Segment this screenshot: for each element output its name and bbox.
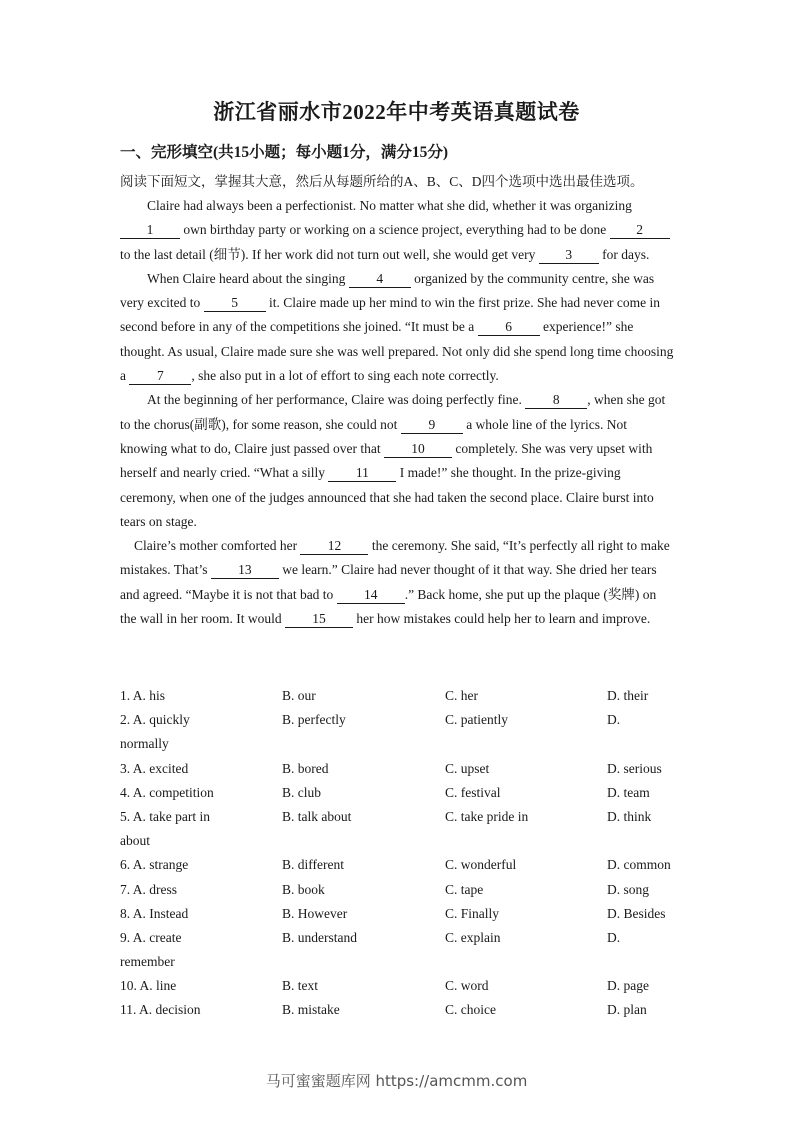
option-c: C. choice [445, 1002, 496, 1018]
option-b: B. different [282, 857, 344, 873]
passage-text: , when she got to the chorus(副歌), for some reason, she could not [120, 392, 666, 432]
question-row [120, 998, 676, 1022]
passage-text: it. Claire made up her mind to win the first prize. She had never come in second before in any of the competitions she joined. “It must be a [120, 295, 660, 335]
answer-options [120, 684, 676, 1023]
option-a: 5. A. take part in [120, 808, 210, 824]
option-a: 1. A. his [120, 688, 166, 703]
blank-4: 4 [349, 270, 411, 288]
option-b: B. text [282, 978, 318, 994]
option-b: B. book [282, 881, 325, 897]
passage-text: her how mistakes could help her to learn and improve. [352, 611, 651, 627]
option-a: 11. A. decision [120, 1002, 201, 1018]
cloze-passage [120, 194, 676, 631]
option-d: D. think [607, 808, 652, 824]
option-a: 2. A. quickly [120, 712, 190, 728]
option-b: B. However [282, 905, 348, 921]
option-a: 6. A. strange [120, 857, 189, 873]
option-c: C. patiently [445, 712, 508, 728]
passage-text: At the beginning of her performance, Claire was doing perfectly fine. [147, 392, 526, 408]
option-a: 4. A. competition [120, 784, 214, 800]
option-d: D. their [607, 688, 649, 703]
blank-12: 12 [300, 537, 368, 555]
option-d: D. Besides [607, 905, 666, 921]
option-b: B. understand [282, 929, 357, 945]
option-a: 3. A. excited [120, 760, 189, 776]
option-a: 9. A. create [120, 929, 182, 945]
blank-13: 13 [211, 561, 279, 579]
question-row [120, 902, 676, 926]
option-d: D. page [607, 978, 649, 994]
passage-text: When Claire heard about the singing [147, 270, 349, 286]
question-row [120, 781, 676, 805]
option-c: C. tape [445, 881, 484, 897]
section-heading: 一、完形填空(共15小题；每小题1分，满分15分) [120, 144, 449, 161]
blank-2: 2 [610, 221, 670, 239]
passage-text: own birthday party or working on a science project, everything had to be done [180, 222, 610, 238]
passage-text: to the last detail (细节). If her work did not turn out well, she would get very [120, 246, 539, 262]
passage-text: Claire had always been a perfectionist. No matter what she did, whether it was organizing [147, 198, 632, 213]
blank-6: 6 [478, 318, 540, 336]
passage-text: completely. She was very upset with herself and nearly cried. “What a silly [120, 440, 653, 481]
option-b: B. mistake [282, 1002, 340, 1018]
option-d: D. common [607, 857, 671, 873]
option-d: D. [607, 929, 621, 945]
option-b: B. perfectly [282, 712, 346, 728]
blank-14: 14 [337, 586, 405, 604]
question-row [120, 805, 676, 853]
option-d-continuation: about [120, 833, 150, 849]
option-d: D. song [607, 881, 650, 897]
passage-text: experience!” she thought. As usual, Claire made sure she was well prepared. Not only did she spend long time choosing a [120, 319, 674, 384]
passage-text: we learn.” Claire had never thought of it that way. She dried her tears and agreed. “Maybe it is not that bad to [120, 562, 657, 602]
blank-10: 10 [384, 440, 452, 458]
passage-text: the ceremony. She said, “It’s perfectly all right to make mistakes. That’s [120, 538, 670, 578]
blank-9: 9 [401, 416, 463, 434]
blank-7: 7 [129, 367, 191, 385]
question-row [120, 926, 676, 974]
option-c: C. her [445, 688, 478, 703]
question-row [120, 853, 676, 877]
option-b: B. bored [282, 760, 329, 776]
option-d: D. team [607, 784, 650, 800]
option-c: C. explain [445, 929, 501, 945]
question-row [120, 757, 676, 781]
option-c: C. word [445, 978, 489, 994]
question-row [120, 684, 676, 708]
option-d: D. [607, 712, 621, 728]
passage-text: Claire’s mother comforted her [134, 538, 301, 554]
option-d-continuation: normally [120, 736, 169, 752]
option-d: D. serious [607, 760, 662, 776]
option-c: C. festival [445, 784, 501, 800]
passage-paragraph-1 [120, 194, 676, 267]
page-title: 浙江省丽水市2022年中考英语真题试卷 [213, 100, 580, 124]
blank-11: 11 [328, 464, 396, 482]
blank-5: 5 [204, 294, 266, 312]
question-row [120, 708, 676, 756]
passage-paragraph-2 [120, 267, 676, 388]
section-instruction: 阅读下面短文，掌握其大意，然后从每题所给的A、B、C、D四个选项中选出最佳选项。 [120, 174, 644, 189]
option-c: C. wonderful [445, 857, 517, 873]
passage-text: .” Back home, she put up the plaque (奖牌) on the wall in her room. It would [120, 586, 657, 627]
passage-text: , she also put in a lot of effort to sing each note correctly. [191, 368, 499, 384]
passage-text: I made!” she thought. In the prize-giving ceremony, when one of the judges announced that she had taken the second place. Claire burst into tears on stage. [120, 465, 654, 529]
option-c: C. upset [445, 760, 490, 776]
question-row [120, 974, 676, 998]
footer-watermark: 马可蜜蜜题库网 https://amcmm.com [265, 1072, 528, 1090]
option-c: C. Finally [445, 905, 500, 921]
option-a: 8. A. Instead [120, 905, 189, 921]
passage-text: for days. [598, 246, 650, 262]
option-a: 10. A. line [120, 978, 177, 994]
blank-1: 1 [120, 221, 180, 239]
passage-paragraph-3 [120, 388, 676, 534]
passage-text: a whole line of the lyrics. Not knowing what to do, Claire just passed over that [120, 416, 628, 456]
option-d-continuation: remember [120, 954, 175, 970]
blank-15: 15 [285, 610, 353, 628]
passage-text: organized by the community centre, she was very excited to [120, 270, 655, 311]
option-b: B. our [282, 688, 316, 703]
option-c: C. take pride in [445, 808, 529, 824]
option-b: B. club [282, 784, 321, 800]
question-row [120, 878, 676, 902]
blank-8: 8 [525, 391, 587, 409]
option-a: 7. A. dress [120, 881, 177, 897]
option-b: B. talk about [282, 808, 352, 824]
passage-paragraph-4 [120, 534, 676, 631]
blank-3: 3 [539, 246, 599, 264]
option-d: D. plan [607, 1002, 647, 1018]
